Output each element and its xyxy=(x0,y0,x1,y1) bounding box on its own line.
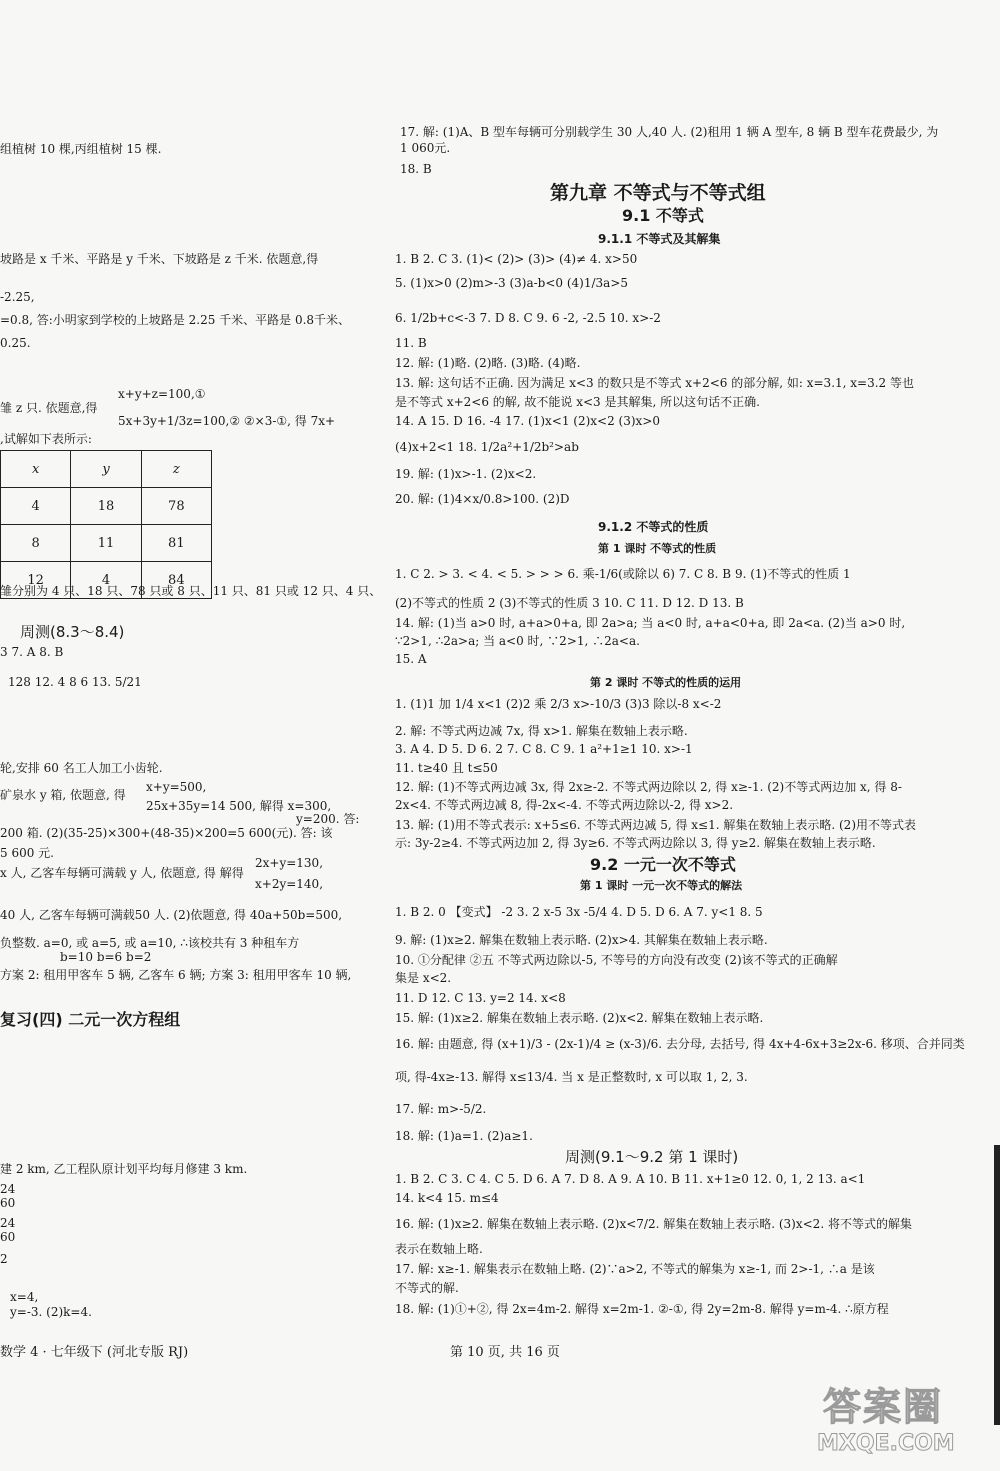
text-line: =0.8, 答:小明家到学校的上坡路是 2.25 千米、平路是 0.8千米、 xyxy=(0,313,351,327)
text-line: x+2y=140, xyxy=(255,877,324,891)
table-cell: 4 xyxy=(71,562,141,599)
lesson-title: 第 2 课时 不等式的性质的运用 xyxy=(590,676,742,689)
table-cell: 4 xyxy=(1,488,71,525)
text-line: 14. A 15. D 16. -4 17. (1)x<1 (2)x<2 (3)x>0 xyxy=(395,414,661,428)
table-header: z xyxy=(141,451,211,488)
text-line: b=10 b=6 b=2 xyxy=(60,950,152,964)
text-line: 200 箱. (2)(35-25)×300+(48-35)×200=5 600(元). 答: 该 xyxy=(0,826,333,840)
text-line: 24 xyxy=(0,1182,16,1196)
text-line: 128 12. 4 8 6 13. 5/21 xyxy=(8,675,142,689)
text-line: 11. B xyxy=(395,336,427,350)
text-line: y=-3. (2)k=4. xyxy=(10,1305,92,1319)
text-line: 2x<4. 不等式两边减 8, 得-2x<-4. 不等式两边除以-2, 得 x>2. xyxy=(395,798,734,812)
watermark-url: MXQE.COM xyxy=(817,1431,955,1456)
table-cell: 11 xyxy=(71,525,141,562)
text-line: 13. 解: (1)用不等式表示: x+5≤6. 不等式两边减 5, 得 x≤1. 解集在数轴上表示略. (2)用不等式表 xyxy=(395,818,916,832)
page-number: 第 10 页, 共 16 页 xyxy=(450,1345,560,1360)
page-edge-shadow xyxy=(994,1145,1000,1425)
text-line: 15. A xyxy=(395,652,427,666)
text-line: 1. B 2. C 3. (1)< (2)> (3)> (4)≠ 4. x>50 xyxy=(395,252,638,266)
text-line: 5 600 元. xyxy=(0,846,54,860)
solution-table xyxy=(0,450,212,599)
text-line: 是不等式 x+2<6 的解, 故不能说 x<3 是其解集, 所以这句话不正确. xyxy=(395,395,760,409)
text-line: 1. C 2. > 3. < 4. < 5. > > > 6. 乘-1/6(或除以 6) 7. C 8. B 9. (1)不等式的性质 1 xyxy=(395,567,851,581)
text-line: x 人, 乙客车每辆可满载 y 人, 依题意, 得 解得 xyxy=(0,866,244,880)
text-line: 1. B 2. C 3. C 4. C 5. D 6. A 7. D 8. A 9. A 10. B 11. x+1≥0 12. 0, 1, 2 13. a<1 xyxy=(395,1172,866,1186)
subsection-title: 9.1.2 不等式的性质 xyxy=(598,520,709,534)
text-line: 2x+y=130, xyxy=(255,856,324,870)
text-line: 11. D 12. C 13. y=2 14. x<8 xyxy=(395,991,566,1005)
text-line: 坡路是 x 千米、平路是 y 千米、下坡路是 z 千米. 依题意,得 xyxy=(0,252,319,266)
text-line: ∵2>1, ∴2a>a; 当 a<0 时, ∵2>1, ∴2a<a. xyxy=(395,634,640,648)
watermark-logo xyxy=(815,1385,990,1465)
text-line: 雏 z 只. 依题意,得 xyxy=(0,401,98,415)
text-line: 3 7. A 8. B xyxy=(0,645,64,659)
text-line: (2)不等式的性质 2 (3)不等式的性质 3 10. C 11. D 12. D 13. B xyxy=(395,596,744,610)
text-line: 12. 解: (1)略. (2)略. (3)略. (4)略. xyxy=(395,356,581,370)
text-line: 60 xyxy=(0,1230,16,1244)
lesson-title: 第 1 课时 不等式的性质 xyxy=(598,542,717,555)
text-line: 17. 解: x≥-1. 解集表示在数轴上略. (2)∵a>2, 不等式的解集为 x≥-1, 而 2>-1, ∴a 是该 xyxy=(395,1262,875,1276)
table-cell: 18 xyxy=(71,488,141,525)
section-title: 9.2 一元一次不等式 xyxy=(590,855,736,874)
text-line: 20. 解: (1)4×x/0.8>100. (2)D xyxy=(395,492,570,506)
text-line: 18. 解: (1)①+②, 得 2x=4m-2. 解得 x=2m-1. ②-①, 得 2y=2m-8. 解得 y=m-4. ∴原方程 xyxy=(395,1302,889,1316)
text-line: 14. k<4 15. m≤4 xyxy=(395,1191,499,1205)
text-line: 18. B xyxy=(400,162,432,176)
text-line: 16. 解: (1)x≥2. 解集在数轴上表示略. (2)x<7/2. 解集在数轴上表示略. (3)x<2. 将不等式的解集 xyxy=(395,1217,912,1231)
table-header: y xyxy=(71,451,141,488)
text-line: 1. (1)1 加 1/4 x<1 (2)2 乘 2/3 x>-10/3 (3)3 除以-8 x<-2 xyxy=(395,697,722,711)
text-line: 示: 3y-2≥4. 不等式两边加 2, 得 3y≥6. 不等式两边除以 3, 得 y≥2. 解集在数轴上表示略. xyxy=(395,836,876,850)
text-line: 17. 解: m>-5/2. xyxy=(395,1102,487,1116)
text-line: 集是 x<2. xyxy=(395,971,452,985)
table-cell: 81 xyxy=(141,525,211,562)
text-line: 19. 解: (1)x>-1. (2)x<2. xyxy=(395,467,537,481)
text-line: 9. 解: (1)x≥2. 解集在数轴上表示略. (2)x>4. 其解集在数轴上表示略. xyxy=(395,933,768,947)
table-cell: 8 xyxy=(1,525,71,562)
text-line: -2.25, xyxy=(0,290,35,304)
text-line: 0.25. xyxy=(0,336,31,350)
text-line: 5. (1)x>0 (2)m>-3 (3)a-b<0 (4)1/3a>5 xyxy=(395,276,629,290)
text-line: y=200. 答: xyxy=(296,812,360,826)
text-line: 1. B 2. 0 【变式】 -2 3. 2 x-5 3x -5/4 4. D 5. D 6. A 7. y<1 8. 5 xyxy=(395,905,763,919)
text-line: 12. 解: (1)不等式两边减 3x, 得 2x≥-2. 不等式两边除以 2, 得 x≥-1. (2)不等式两边加 x, 得 8- xyxy=(395,780,902,794)
text-line: 40 人, 乙客车每辆可满载50 人. (2)依题意, 得 40a+50b=500, xyxy=(0,908,343,922)
text-line: 建 2 km, 乙工程队原计划平均每月修建 3 km. xyxy=(0,1162,248,1176)
table-row xyxy=(1,525,212,562)
text-line: 24 xyxy=(0,1216,16,1230)
text-line: 14. 解: (1)当 a>0 时, a+a>0+a, 即 2a>a; 当 a<0 时, a+a<0+a, 即 2a<a. (2)当 a>0 时, xyxy=(395,616,906,630)
text-line: ,试解如下表所示: xyxy=(0,432,92,446)
table-cell: 78 xyxy=(141,488,211,525)
text-line: (4)x+2<1 18. 1/2a²+1/2b²>ab xyxy=(395,440,579,454)
text-line: 项, 得-4x≥-13. 解得 x≤13/4. 当 x 是正整数时, x 可以取 1, 2, 3. xyxy=(395,1070,748,1084)
text-line: x=4, xyxy=(10,1290,39,1304)
text-line: 表示在数轴上略. xyxy=(395,1242,483,1256)
text-line: 3. A 4. D 5. D 6. 2 7. C 8. C 9. 1 a²+1≥1 10. x>-1 xyxy=(395,742,693,756)
text-line: 17. 解: (1)A、B 型车每辆可分别载学生 30 人,40 人. (2)租用 1 辆 A 型车, 8 辆 B 型车花费最少, 为 xyxy=(400,125,939,139)
table-header: x xyxy=(1,451,71,488)
text-line: 5x+3y+1/3z=100,② ②×3-①, 得 7x+ xyxy=(118,414,336,428)
text-line: 13. 解: 这句话不正确. 因为满足 x<3 的数只是不等式 x+2<6 的部分解, 如: x=3.1, x=3.2 等也 xyxy=(395,376,914,390)
chapter-title: 第九章 不等式与不等式组 xyxy=(550,182,766,204)
weekly-test-heading: 周测(9.1～9.2 第 1 课时) xyxy=(565,1148,739,1166)
text-line: 2. 解: 不等式两边减 7x, 得 x>1. 解集在数轴上表示略. xyxy=(395,724,688,738)
text-line: 组植树 10 棵,丙组植树 15 棵. xyxy=(0,142,162,156)
subsection-title: 9.1.1 不等式及其解集 xyxy=(598,232,721,246)
table-row xyxy=(1,488,212,525)
text-line: 1 060元. xyxy=(400,141,451,155)
watermark-text: 答案圈 xyxy=(823,1385,944,1429)
review-heading: 复习(四) 二元一次方程组 xyxy=(0,1010,181,1029)
text-line: x+y+z=100,① xyxy=(118,387,206,401)
table-cell: 84 xyxy=(141,562,211,599)
left-footer: 数学 4 · 七年级下 (河北专版 RJ) xyxy=(0,1345,189,1360)
text-line: 10. ①分配律 ②五 不等式两边除以-5, 不等号的方向没有改变 (2)该不等式的正确解 xyxy=(395,953,838,967)
text-line: 6. 1/2b+c<-3 7. D 8. C 9. 6 -2, -2.5 10. x>-2 xyxy=(395,311,661,325)
text-line: 不等式的解. xyxy=(395,1281,459,1295)
text-line: 轮,安排 60 名工人加工小齿轮. xyxy=(0,761,163,775)
text-line: 15. 解: (1)x≥2. 解集在数轴上表示略. (2)x<2. 解集在数轴上表示略. xyxy=(395,1011,764,1025)
table-cell: 12 xyxy=(1,562,71,599)
text-line: 18. 解: (1)a=1. (2)a≥1. xyxy=(395,1129,533,1143)
section-title: 9.1 不等式 xyxy=(622,206,704,225)
text-line: 60 xyxy=(0,1196,16,1210)
text-line: 16. 解: 由题意, 得 (x+1)/3 - (2x-1)/4 ≥ (x-3)/6. 去分母, 去括号, 得 4x+4-6x+3≥2x-6. 移项、合并同类 xyxy=(395,1037,965,1051)
weekly-test-heading: 周测(8.3～8.4) xyxy=(20,623,125,641)
lesson-title: 第 1 课时 一元一次不等式的解法 xyxy=(580,879,743,892)
text-line: 11. t≥40 且 t≤50 xyxy=(395,761,498,775)
text-line: 25x+35y=14 500, 解得 x=300, xyxy=(146,799,332,813)
text-line: 2 xyxy=(0,1252,8,1266)
text-line: 负整数. a=0, 或 a=5, 或 a=10, ∴该校共有 3 种租车方 xyxy=(0,936,300,950)
text-line: 方案 2: 租用甲客车 5 辆, 乙客车 6 辆; 方案 3: 租用甲客车 10 辆, xyxy=(0,968,352,982)
text-line: 矿泉水 y 箱, 依题意, 得 xyxy=(0,788,126,802)
text-line: x+y=500, xyxy=(146,780,207,794)
text-line: 雏分别为 4 只、18 只、78 只或 8 只、11 只、81 只或 12 只、4 只、 xyxy=(0,584,382,598)
